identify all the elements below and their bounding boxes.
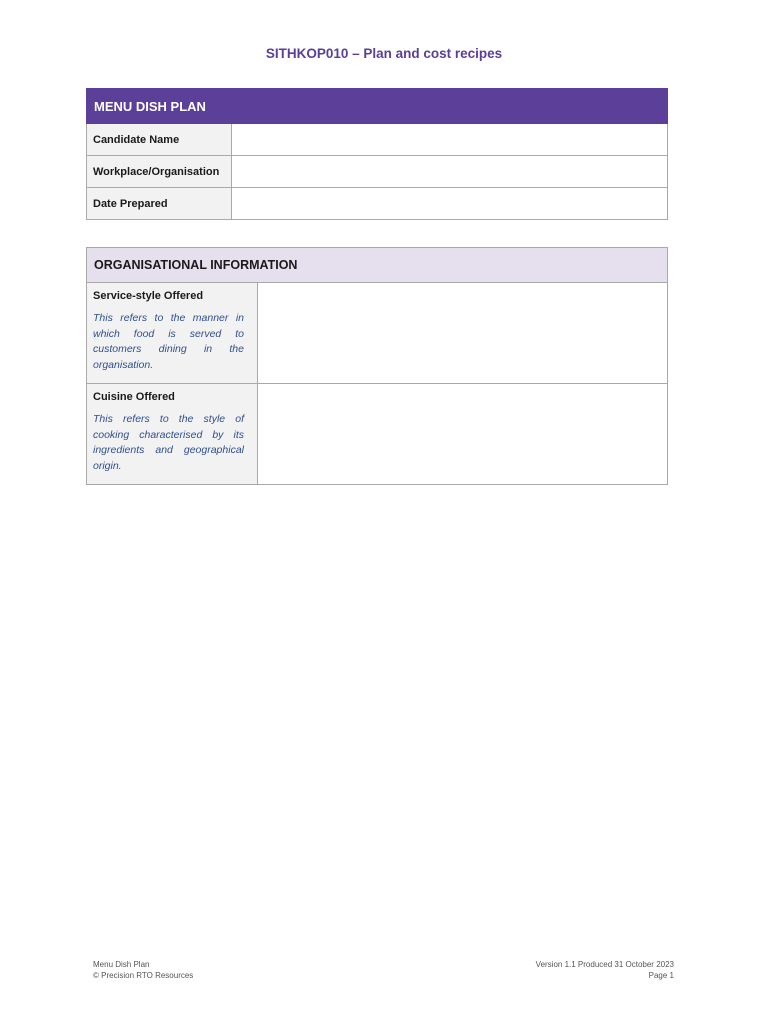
cuisine-description: This refers to the style of cooking characterised by its ingredients and geographical origin. [93,413,244,472]
footer-right [536,960,674,981]
workplace-organisation-label: Workplace/Organisation [87,156,232,188]
candidate-name-field[interactable] [232,124,668,156]
candidate-name-label: Candidate Name [87,124,232,156]
organisational-information-heading: ORGANISATIONAL INFORMATION [87,248,668,283]
table-row [87,384,668,485]
footer-page-number: Page 1 [648,970,674,980]
menu-dish-plan-heading: MENU DISH PLAN [87,89,668,124]
date-prepared-label: Date Prepared [87,188,232,220]
table-row [87,124,668,156]
service-style-label: Service-style Offered [93,290,204,302]
organisational-information-table [86,247,668,485]
service-style-cell [87,283,258,384]
cuisine-cell [87,384,258,485]
organisational-information-header-row [87,248,668,283]
footer-left [93,960,193,981]
table-row [87,188,668,220]
table-row [87,156,668,188]
cuisine-field[interactable] [258,384,668,485]
service-style-field[interactable] [258,283,668,384]
document-title: SITHKOP010 – Plan and cost recipes [265,46,503,61]
menu-dish-plan-header-row [87,89,668,124]
cuisine-label: Cuisine Offered [93,391,175,403]
table-row [87,283,668,384]
menu-dish-plan-table [86,88,668,220]
date-prepared-field[interactable] [232,188,668,220]
footer-document-name: Menu Dish Plan [93,960,150,969]
footer-copyright: © Precision RTO Resources [93,970,194,980]
service-style-description: This refers to the manner in which food is served to customers dining in the organisation. [93,312,244,371]
workplace-organisation-field[interactable] [232,156,668,188]
footer-version: Version 1.1 Produced 31 October 2023 [535,960,674,969]
